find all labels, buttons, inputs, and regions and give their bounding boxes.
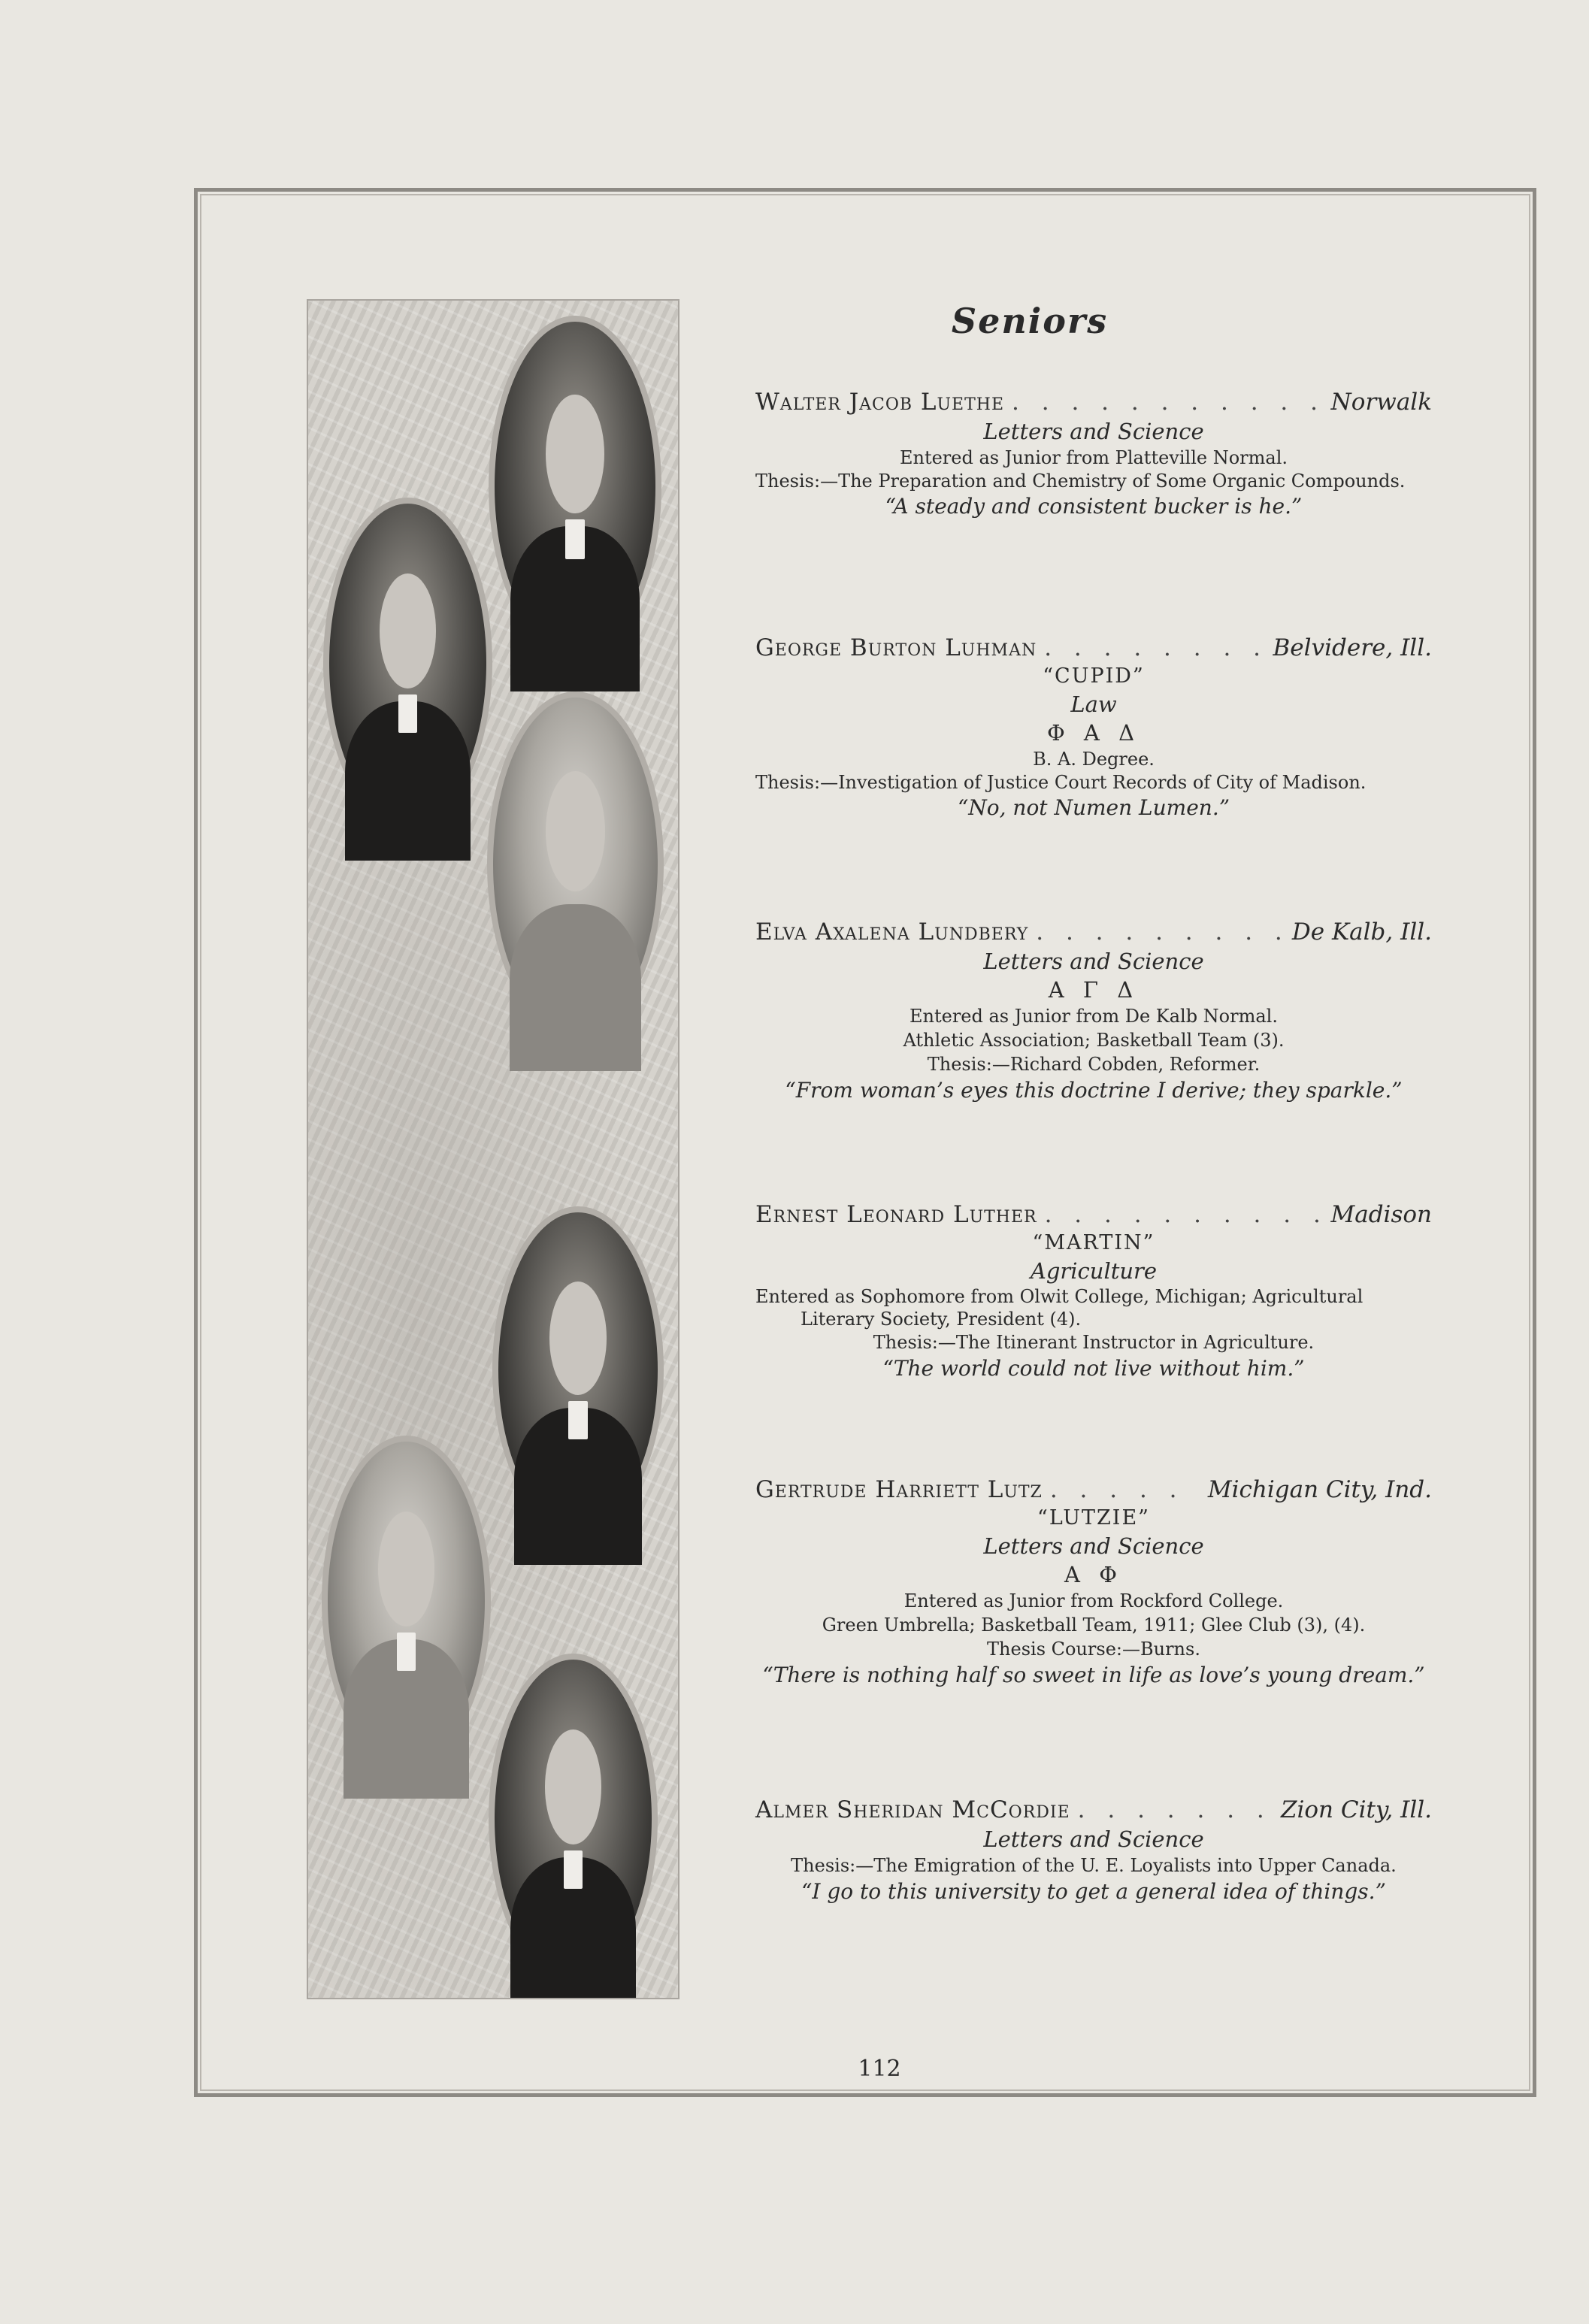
course: Letters and Science xyxy=(983,1533,1204,1559)
entry-info: Entered as Junior from Rockford College. xyxy=(903,1590,1284,1611)
portrait-mccordie xyxy=(489,1654,658,1984)
thesis: Thesis:—Richard Cobden, Reformer. xyxy=(927,1054,1261,1075)
quote: “From woman’s eyes this doctrine I derive; they sparkle.” xyxy=(785,1078,1403,1103)
name-line xyxy=(755,1475,1432,1505)
entry-info: Entered as Sophomore from Olwit College, Michigan; Agricultural Literary Society, President (4). xyxy=(755,1286,1364,1330)
thesis: Thesis Course:—Burns. xyxy=(987,1639,1200,1660)
entry-luhman xyxy=(755,633,1432,822)
nickname: “LUTZIE” xyxy=(1037,1506,1150,1530)
thesis: Thesis:—The Itinerant Instructor in Agriculture. xyxy=(873,1332,1315,1353)
portrait-luhman xyxy=(323,498,492,828)
portrait-luther xyxy=(492,1206,664,1533)
student-name: Almer Sheridan McCordie xyxy=(755,1796,1070,1823)
greek-letters: Α Φ xyxy=(1064,1562,1123,1587)
entry-luethe xyxy=(755,387,1432,521)
page-heading: Seniors xyxy=(951,301,1109,341)
leader-dots xyxy=(1036,917,1285,947)
entry-info: Entered as Junior from Platteville Normal. xyxy=(899,447,1288,468)
entry-activities: Athletic Association; Basketball Team (3). xyxy=(903,1030,1285,1051)
entry-lundbery xyxy=(755,917,1432,1105)
thesis: Thesis:—Investigation of Justice Court Records of City of Madison. xyxy=(755,772,1367,793)
entry-lutz xyxy=(755,1475,1432,1690)
entry-luther xyxy=(755,1200,1432,1383)
course: Agriculture xyxy=(1030,1258,1158,1284)
name-line xyxy=(755,633,1432,663)
hometown: Madison xyxy=(1330,1201,1432,1228)
entry-mccordie xyxy=(755,1795,1432,1906)
thesis: Thesis:—The Emigration of the U. E. Loyalists into Upper Canada. xyxy=(791,1855,1397,1876)
portrait-lutz xyxy=(322,1436,491,1766)
nickname: “MARTIN” xyxy=(1032,1231,1155,1254)
quote: “A steady and consistent bucker is he.” xyxy=(885,494,1303,519)
course: Letters and Science xyxy=(983,1826,1204,1852)
portrait-strip xyxy=(307,299,679,1999)
course: Letters and Science xyxy=(983,419,1204,444)
student-name: Gertrude Harriett Lutz xyxy=(755,1476,1043,1503)
entry-activities: Green Umbrella; Basketball Team, 1911; Glee Club (3), (4). xyxy=(822,1614,1366,1636)
name-line xyxy=(755,917,1432,947)
leader-dots xyxy=(1078,1795,1273,1825)
leader-dots xyxy=(1044,633,1265,663)
leader-dots xyxy=(1012,387,1324,417)
greek-letters: Α Γ Δ xyxy=(1048,977,1140,1003)
leader-dots xyxy=(1050,1475,1200,1505)
name-line xyxy=(755,387,1432,417)
student-name: Elva Axalena Lundbery xyxy=(755,918,1029,946)
student-name: Walter Jacob Luethe xyxy=(755,389,1005,416)
page-number: 112 xyxy=(858,2056,901,2082)
student-name: George Burton Luhman xyxy=(755,634,1037,661)
hometown: Belvidere, Ill. xyxy=(1273,634,1432,661)
entry-info: Entered as Junior from De Kalb Normal. xyxy=(910,1006,1278,1027)
hometown: Zion City, Ill. xyxy=(1280,1796,1432,1823)
quote: “No, not Numen Lumen.” xyxy=(957,795,1230,820)
greek-letters: Φ Α Δ xyxy=(1046,720,1141,746)
hometown: De Kalb, Ill. xyxy=(1291,918,1432,946)
portrait-lundbery xyxy=(487,691,664,1037)
student-name: Ernest Leonard Luther xyxy=(755,1201,1037,1228)
course: Law xyxy=(1070,691,1117,717)
portrait-luethe xyxy=(489,316,661,658)
name-line xyxy=(755,1795,1432,1825)
leader-dots xyxy=(1045,1200,1324,1230)
hometown: Michigan City, Ind. xyxy=(1207,1476,1432,1503)
course: Letters and Science xyxy=(983,949,1204,974)
quote: “I go to this university to get a general idea of things.” xyxy=(801,1879,1386,1904)
thesis: Thesis:—The Preparation and Chemistry of Some Organic Compounds. xyxy=(755,471,1406,492)
nickname: “CUPID” xyxy=(1043,664,1145,688)
entry-info: B. A. Degree. xyxy=(1033,749,1155,770)
quote: “There is nothing half so sweet in life as love’s young dream.” xyxy=(762,1663,1425,1687)
quote: “The world could not live without him.” xyxy=(882,1356,1305,1381)
hometown: Norwalk xyxy=(1330,389,1432,416)
name-line xyxy=(755,1200,1432,1230)
